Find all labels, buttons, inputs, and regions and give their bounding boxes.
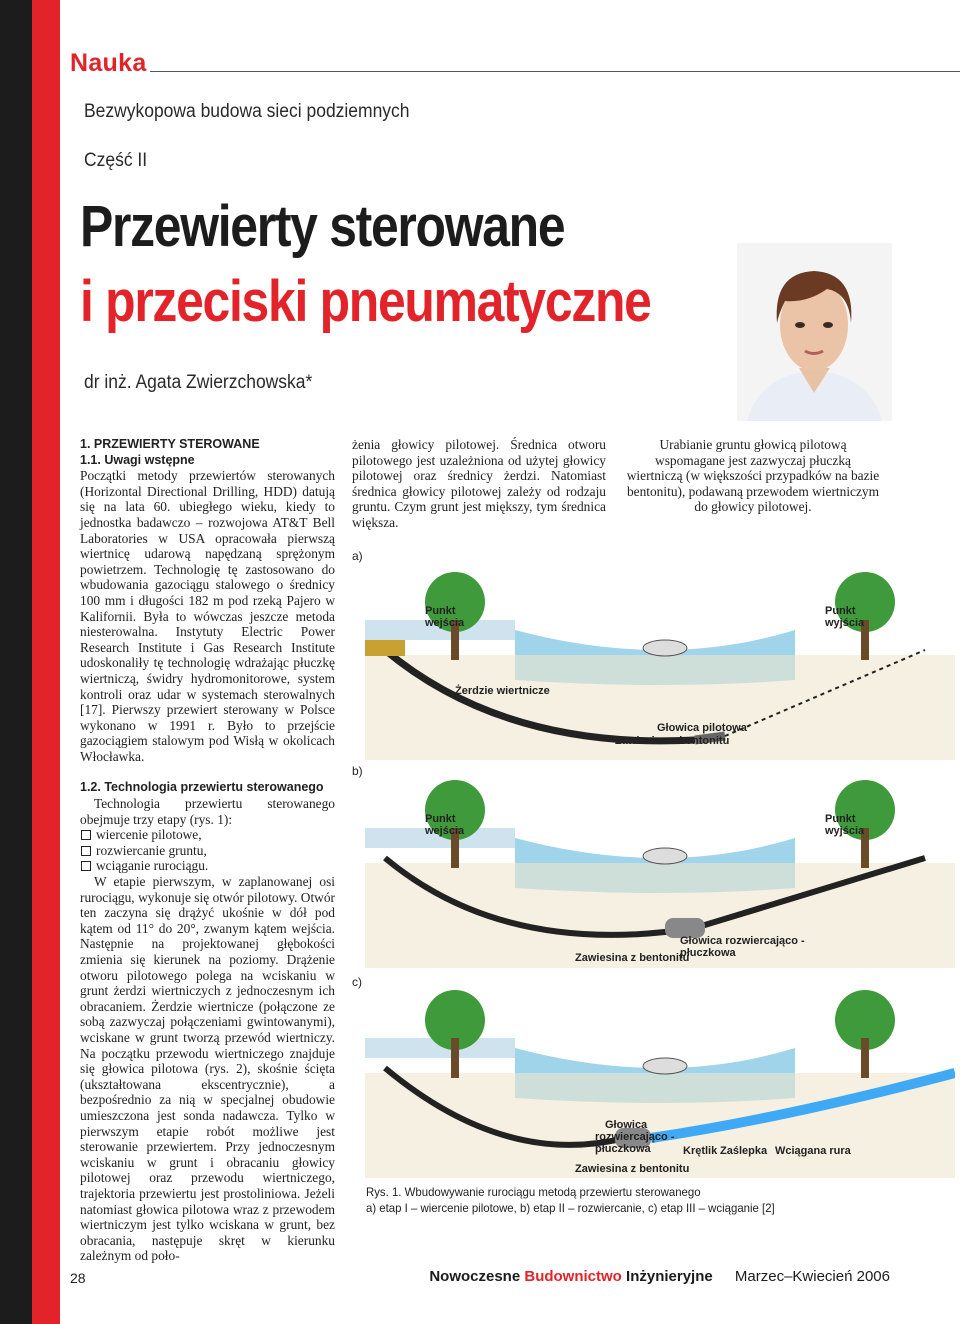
section-label: Nauka — [70, 49, 147, 77]
drill-rig-icon — [365, 640, 405, 656]
paragraph-2: Technologia przewiertu sterowanego obejmuje trzy etapy (rys. 1): — [80, 796, 335, 827]
figure-label-c: c) — [352, 975, 362, 989]
author: dr inż. Agata Zwierzchowska* — [84, 372, 313, 393]
list-item — [80, 843, 335, 859]
checkbox-bullet-icon — [81, 830, 91, 840]
text-column-1 — [80, 437, 335, 1264]
masthead-word2: Budownictwo — [524, 1268, 622, 1285]
caption-line1: Rys. 1. Wbudowywanie rurociągu metodą przewiertu sterowanego — [366, 1185, 701, 1199]
list-item — [80, 858, 335, 874]
heading-1-2: 1.2. Technologia przewiertu sterowanego — [80, 780, 324, 795]
label-slurry: Zawiesina z bentonitu — [575, 1163, 690, 1175]
label-pilot-head: Głowica pilotowa — [657, 722, 747, 734]
heading-1-1: 1.1. Uwagi wstępne — [80, 452, 195, 467]
text-column-3 — [626, 437, 880, 515]
caption-line2: a) etap I – wiercenie pilotowe, b) etap II – rozwiercanie, c) etap III – wciąganie [2] — [366, 1201, 775, 1215]
text-column-2 — [352, 437, 606, 531]
article-title-line2: i przeciski pneumatyczne — [80, 269, 651, 334]
list-item — [80, 827, 335, 843]
paragraph-1: Początki metody przewiertów sterowanych (Horizontal Directional Drilling, HDD) datują się na lata 60. ubiegłego wieku, kiedy to jednostka badawczo – rozwojowa AT&T Bell Laboratories w USA opracowała pierwszą wiertnicę udarową napędzaną sprężonym powietrzem. Technologię tę zastosowano do wbudowania gazociągu stalowego o średnicy 100 mm i długości 182 m pod rzeką Pajero w Kalifornii. Była to wówczas jeszcze metoda niesterowalna. Instytuty Electric Power Research Institute i Gas Research Institute udoskonaliły tę technologię wdrażając płuczkę wiertniczą, świdry hydromonitorowe, system kontroli oraz udar w systemach sterowalnych [17]. Pierwszy przewiert sterowany w Polsce wykonano w 1991 r. Było to przejście gazociągiem stalowym pod Wisłą w okolicach Włocławka. — [80, 468, 335, 764]
list-item-text: rozwiercanie gruntu, — [96, 842, 207, 858]
issue-date: Marzec–Kwiecień 2006 — [734, 1268, 890, 1285]
left-red-bar — [32, 0, 60, 1324]
label-exit: Punkt wyjścia — [825, 605, 865, 629]
masthead-word3: Inżynieryjne — [626, 1268, 713, 1285]
left-black-bar — [0, 0, 32, 1324]
part-label: Część II — [84, 150, 148, 171]
author-photo — [737, 243, 892, 421]
article-title-line1: Przewierty sterowane — [80, 194, 565, 259]
paragraph-3: W etapie pierwszym, w zaplanowanej osi rurociągu, wykonuje się otwór pilotowy. Otwór ten zaczyna się drążyć ukośnie w dół pod kątem od 11° do 20°, zwanym kątem wejścia. Następnie na projektowanej głębokości zmienia się kierunek na poziomy. Drążenie otworu pilotowego polega na wciskaniu w grunt żerdzi wiertniczych z jednoczesnym ich obracaniem. Żerdzie wiertnicze (połączone ze sobą zazwyczaj połączeniami gwintowanymi), wciskane w grunt tworzą przewód wiertniczy. Na początku przewodu wiertniczego znajduje się głowica pilotowa (rys. 2), skośnie ścięta (ukształtowana ekscentrycznie), a bezpośrednio za nią w specjalnej obudowie umieszczona jest sonda nadawcza. Tylko w pierwszym etapie robót możliwe jest sterowanie przewiertem. Przy jednoczesnym wciskaniu w grunt i obracaniu głowicy pilotowej oraz przewodu wiertniczego, trajektoria przewiertu jest prostoliniowa. Jeżeli natomiast głowica pilotowa wraz z przewodem wiertniczym jest tylko wciskana w grunt, bez obracania, następuje skręt w kierunku zależnym od poło- — [80, 874, 335, 1264]
page-number: 28 — [70, 1270, 86, 1286]
header-rule — [150, 71, 960, 72]
label-shackle: Zaślepka — [720, 1145, 768, 1157]
label-entry: Punkt wejścia — [425, 605, 465, 629]
figure-panel-a — [365, 560, 955, 760]
masthead-word1: Nowoczesne — [429, 1268, 521, 1285]
checkbox-bullet-icon — [81, 846, 91, 856]
label-slurry: Zawiesina z bentonitu — [615, 735, 730, 747]
checkbox-bullet-icon — [81, 861, 91, 871]
paragraph-col2: żenia głowicy pilotowej. Średnica otworu pilotowego jest uzależniona od użytej głowicy pilotowej oraz średnicy żerdzi. Natomiast średnica głowicy pilotowej zależy od rodzaju gruntu. Czym grunt jest miększy, tym średnica większa. — [352, 437, 606, 530]
figure-label-a: a) — [352, 549, 363, 563]
heading-1: 1. PRZEWIERTY STEROWANE — [80, 437, 260, 451]
label-slurry: Zawiesina z bentonitu — [575, 952, 690, 964]
label-reamer: Głowica rozwiercająco -płuczkowa — [680, 935, 805, 959]
footer-masthead — [429, 1268, 890, 1285]
list-item-text: wiercenie pilotowe, — [96, 827, 202, 843]
series-title: Bezwykopowa budowa sieci podziemnych — [84, 101, 410, 122]
figure-panel-b — [365, 768, 955, 968]
label-swivel: Krętlik — [683, 1145, 718, 1157]
paragraph-col3: Urabianie gruntu głowicą pilotową wspomagane jest zazwyczaj płuczką wiertniczą (w większości przypadków na bazie bentonitu), podawaną przewodem wiertniczym do głowicy pilotowej. — [626, 437, 880, 515]
label-reamer: Głowica rozwiercająco -płuczkowa — [595, 1119, 675, 1155]
figure-panel-c — [365, 978, 955, 1178]
label-exit: Punkt wyjścia — [825, 813, 865, 837]
label-pipe: Wciągana rura — [775, 1145, 851, 1157]
figure-caption — [366, 1184, 860, 1216]
label-entry: Punkt wejścia — [425, 813, 465, 837]
figure-label-b: b) — [352, 764, 363, 778]
label-rods: Żerdzie wiertnicze — [455, 685, 550, 697]
list-item-text: wciąganie rurociągu. — [96, 858, 209, 874]
